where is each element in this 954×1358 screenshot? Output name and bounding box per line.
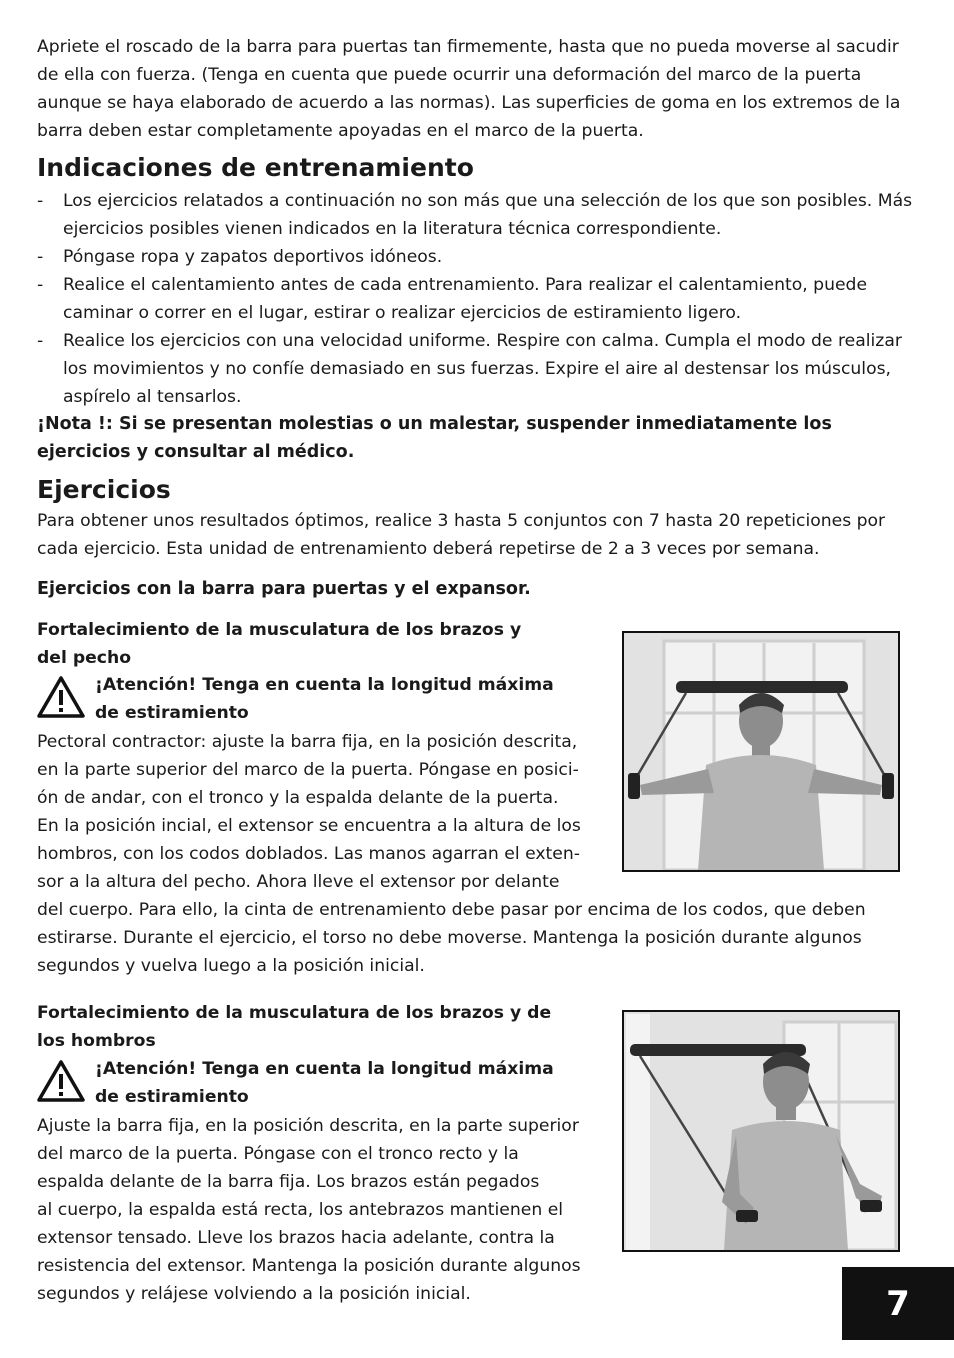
- text-line: ón de andar, con el tronco y la espalda delante de la puerta.: [37, 788, 559, 808]
- list-item: - Realice el calentamiento antes de cada entrenamiento. Para realizar el calentamiento, puede caminar o correr en el lugar, estirar o realizar ejercicios de estiramiento ligero.: [37, 271, 917, 327]
- page-number-tab: [842, 1267, 954, 1340]
- exercise1-title-line1: Fortalecimiento de la musculatura de los brazos y: [37, 620, 522, 640]
- text-line: del marco de la puerta. Póngase con el tronco recto y la: [37, 1144, 519, 1164]
- exercise2-photo: [622, 1010, 900, 1252]
- exercise2-text-column: [37, 1112, 622, 1308]
- exercise1-warning-line1: ¡Atención! Tenga en cuenta la longitud máxima: [95, 675, 554, 695]
- exercise2-warning-line1: ¡Atención! Tenga en cuenta la longitud máxima: [95, 1059, 554, 1079]
- exercise1-text-full: del cuerpo. Para ello, la cinta de entrenamiento debe pasar por encima de los codos, que deben estirarse. Durante el ejercicio, el torso no debe moverse. Mantenga la posición durante algunos segundos y vuelva luego a la posición inicial.: [37, 900, 866, 976]
- exercise2-warning: [37, 1055, 595, 1111]
- exercises-intro: Para obtener unos resultados óptimos, realice 3 hasta 5 conjuntos con 7 hasta 20 repeticiones por cada ejercicio. Esta unidad de entrenamiento deberá repetirse de 2 a 3 veces por semana.: [37, 511, 886, 559]
- text-line: resistencia del extensor. Mantenga la posición durante algunos: [37, 1256, 581, 1276]
- chest-exercise-illustration: [624, 633, 898, 870]
- intro-paragraph: Apriete el roscado de la barra para puertas tan firmemente, hasta que no pueda moverse al sacudir de ella con fuerza. (Tenga en cuenta que puede ocurrir una deformación del marco de la puerta aunque se haya elaborado de acuerdo a las normas). Las superficies de goma en los extremos de la barra deben estar completamente apoyadas en el marco de la puerta.: [37, 37, 901, 141]
- shoulder-exercise-illustration: [624, 1012, 898, 1250]
- text-line: al cuerpo, la espalda está recta, los antebrazos mantienen el: [37, 1200, 564, 1220]
- exercise2-warning-line2: de estiramiento: [95, 1087, 249, 1107]
- training-bullet-list: [37, 187, 917, 411]
- exercise1-warning: [37, 671, 595, 727]
- exercise1-photo: [622, 631, 900, 872]
- bullet-marker: -: [37, 331, 44, 351]
- list-item: - Realice los ejercicios con una velocidad uniforme. Respire con calma. Cumpla el modo de realizar los movimientos y no confíe demasiado en sus fuerzas. Expire el aire al destensar los músculos, aspírelo al tensarlos.: [37, 327, 917, 411]
- page-number: 7: [886, 1283, 910, 1324]
- text-line: en la parte superior del marco de la puerta. Póngase en posici-: [37, 760, 579, 780]
- health-note: ¡Nota !: Si se presentan molestias o un malestar, suspender inmediatamente los ejercicios y consultar al médico.: [37, 414, 832, 462]
- text-line: Ajuste la barra fija, en la posición descrita, en la parte superior: [37, 1116, 579, 1136]
- text-line: espalda delante de la barra fija. Los brazos están pegados: [37, 1172, 540, 1192]
- list-item: - Los ejercicios relatados a continuación no son más que una selección de los que son posibles. Más ejercicios posibles vienen indicados en la literatura técnica correspondiente.: [37, 187, 917, 243]
- bullet-marker: -: [37, 247, 44, 267]
- exercises-heading: Ejercicios: [37, 475, 171, 504]
- exercise1-warning-line2: de estiramiento: [95, 703, 249, 723]
- bullet-marker: -: [37, 191, 44, 211]
- training-heading: Indicaciones de entrenamiento: [37, 153, 474, 182]
- warning-triangle-icon: [37, 675, 85, 719]
- exercise1-title-line2: del pecho: [37, 648, 132, 668]
- bullet-marker: -: [37, 275, 44, 295]
- exercises-subheading: Ejercicios con la barra para puertas y el expansor.: [37, 579, 531, 599]
- text-line: sor a la altura del pecho. Ahora lleve el extensor por delante: [37, 872, 560, 892]
- text-line: En la posición incial, el extensor se encuentra a la altura de los: [37, 816, 581, 836]
- text-line: hombros, con los codos doblados. Las manos agarran el exten-: [37, 844, 580, 864]
- text-line: extensor tensado. Lleve los brazos hacia adelante, contra la: [37, 1228, 555, 1248]
- warning-triangle-icon: [37, 1059, 85, 1103]
- text-line: segundos y relájese volviendo a la posición inicial.: [37, 1284, 471, 1304]
- exercise2-title-line1: Fortalecimiento de la musculatura de los brazos y de: [37, 1003, 552, 1023]
- text-line: Pectoral contractor: ajuste la barra fija, en la posición descrita,: [37, 732, 578, 752]
- exercise2-title-line2: los hombros: [37, 1031, 156, 1051]
- list-item: - Póngase ropa y zapatos deportivos idóneos.: [37, 243, 917, 271]
- exercise1-text-column: [37, 728, 617, 896]
